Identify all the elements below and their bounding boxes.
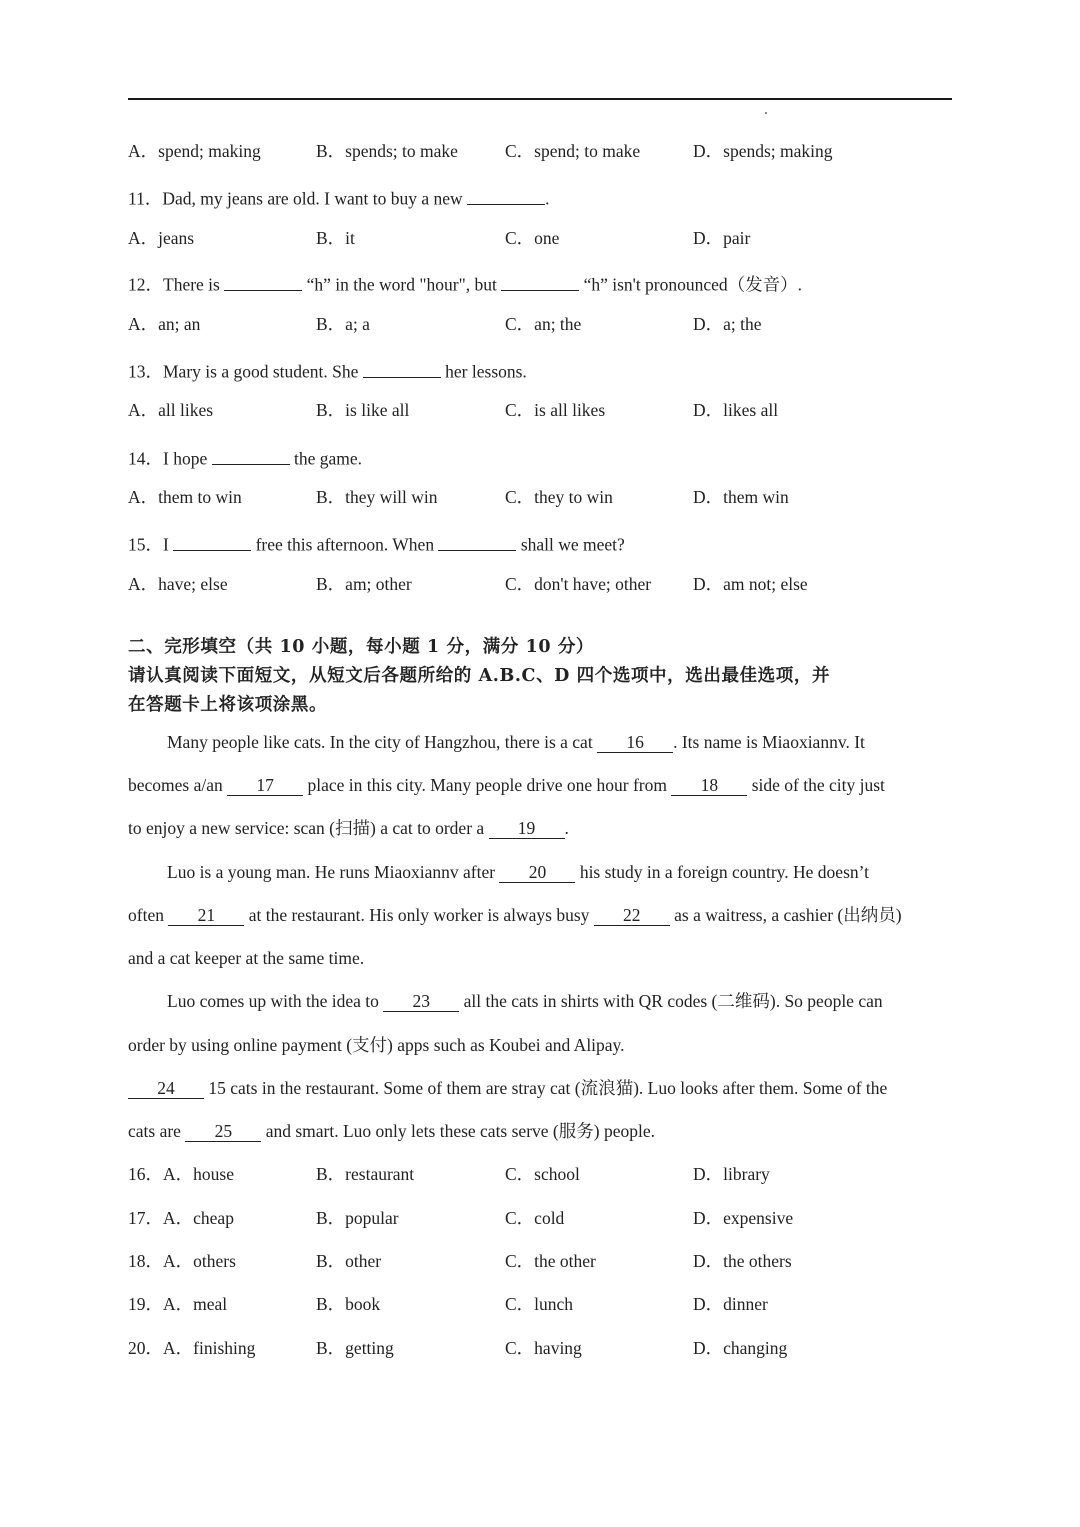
answer-blank (224, 272, 302, 291)
option-b: B．spends; to make (316, 141, 458, 161)
passage-line (128, 1080, 887, 1099)
option-c: C．don't have; other (505, 574, 652, 594)
passage-text: 15 cats in the restaurant. Some of them are stray cat (流浪猫). Luo looks after them. Some of the (204, 1078, 888, 1098)
option-d: D．a; the (693, 314, 762, 334)
option-a: 17．A．cheap (128, 1208, 234, 1228)
passage-text: Luo comes up with the idea to (167, 991, 384, 1011)
passage-line (167, 734, 865, 753)
question-11 (128, 186, 549, 208)
cloze-blank-23: 23 (383, 993, 459, 1012)
passage-text: his study in a foreign country. He doesn’t (575, 862, 869, 882)
passage-text: . (564, 818, 569, 838)
option-a: A．jeans (128, 228, 195, 248)
option-a: 20．A．finishing (128, 1338, 256, 1358)
option-c: C．having (505, 1338, 582, 1358)
option-b: B．is like all (316, 400, 410, 420)
cloze-blank-22: 22 (594, 907, 670, 926)
passage-text: to enjoy a new service: scan (扫描) a cat to order a (128, 818, 489, 838)
option-d: D．spends; making (693, 141, 833, 161)
option-b: B．it (316, 228, 355, 248)
answer-blank (173, 532, 251, 551)
answer-blank (501, 272, 579, 291)
cloze-blank-17: 17 (227, 777, 303, 796)
option-c: C．lunch (505, 1294, 574, 1314)
question-text: free this afternoon. When (251, 534, 439, 555)
option-b: B．book (316, 1294, 381, 1314)
option-a: A．all likes (128, 400, 214, 420)
question-text: 13．Mary is a good student. She (128, 361, 363, 382)
option-c: C．school (505, 1164, 580, 1184)
answer-blank (212, 446, 290, 465)
cloze-blank-25: 25 (185, 1123, 261, 1142)
option-c: C．they to win (505, 487, 613, 507)
passage-line (128, 907, 902, 926)
cloze-blank-20: 20 (499, 864, 575, 883)
option-d: D．changing (693, 1338, 788, 1358)
question-text: “h” isn't pronounced（发音）. (579, 274, 803, 295)
question-13 (128, 359, 527, 381)
question-text: 12．There is (128, 274, 225, 295)
cloze-blank-16: 16 (597, 734, 673, 753)
option-c: C．is all likes (505, 400, 606, 420)
option-c: C．cold (505, 1208, 565, 1228)
option-a: A．an; an (128, 314, 201, 334)
passage-text: at the restaurant. His only worker is always busy (244, 905, 594, 925)
option-c: C．spend; to make (505, 141, 641, 161)
option-d: D．them win (693, 487, 789, 507)
section-instruction: 请认真阅读下面短文，从短文后各题所给的 A.B.C、D 四个选项中，选出最佳选项，并 (128, 666, 831, 686)
option-d: D．library (693, 1164, 770, 1184)
question-text: 14．I hope (128, 448, 212, 469)
passage-text: place in this city. Many people drive one hour from (303, 775, 672, 795)
section-instruction: 在答题卡上将该项涂黑。 (128, 695, 328, 715)
option-c: C．an; the (505, 314, 582, 334)
option-b: B．am; other (316, 574, 412, 594)
cloze-blank-18: 18 (671, 777, 747, 796)
question-text: . (545, 188, 550, 209)
header-rule (128, 98, 952, 100)
question-text: shall we meet? (516, 534, 625, 555)
speck (765, 112, 767, 114)
question-text: the game. (289, 448, 363, 469)
option-b: B．they will win (316, 487, 438, 507)
question-15 (128, 532, 625, 554)
passage-line: order by using online payment (支付) apps such as Koubei and Alipay. (128, 1035, 625, 1055)
option-c: C．one (505, 228, 560, 248)
answer-blank (467, 186, 545, 205)
option-c: C．the other (505, 1251, 596, 1271)
cloze-blank-24: 24 (128, 1080, 204, 1099)
passage-line (167, 864, 869, 883)
cloze-blank-19: 19 (489, 820, 565, 839)
passage-text: Many people like cats. In the city of Hangzhou, there is a cat (167, 732, 598, 752)
question-12 (128, 272, 802, 294)
option-b: B．other (316, 1251, 382, 1271)
question-text: 15．I (128, 534, 174, 555)
option-b: B．getting (316, 1338, 394, 1358)
passage-text: all the cats in shirts with QR codes (二维码). So people can (459, 991, 883, 1011)
passage-text: side of the city just (747, 775, 885, 795)
question-text: “h” in the word "hour", but (302, 274, 502, 295)
option-b: B．a; a (316, 314, 370, 334)
option-a: 19．A．meal (128, 1294, 228, 1314)
cloze-blank-21: 21 (168, 907, 244, 926)
question-text: her lessons. (440, 361, 527, 382)
passage-text: becomes a/an (128, 775, 228, 795)
passage-line: and a cat keeper at the same time. (128, 948, 365, 968)
option-a: A．spend; making (128, 141, 261, 161)
option-d: D．likes all (693, 400, 779, 420)
question-14 (128, 446, 362, 468)
passage-text: often (128, 905, 169, 925)
answer-blank (438, 532, 516, 551)
option-a: 18．A．others (128, 1251, 236, 1271)
passage-line (128, 820, 569, 839)
option-d: D．pair (693, 228, 751, 248)
option-b: B．popular (316, 1208, 399, 1228)
option-a: 16．A．house (128, 1164, 234, 1184)
passage-line (128, 1123, 655, 1142)
passage-text: cats are (128, 1121, 186, 1141)
question-text: 11．Dad, my jeans are old. I want to buy a new (128, 188, 468, 209)
option-d: D．expensive (693, 1208, 794, 1228)
option-d: D．dinner (693, 1294, 768, 1314)
passage-text: as a waitress, a cashier (出纳员) (669, 905, 902, 925)
option-d: D．the others (693, 1251, 792, 1271)
option-d: D．am not; else (693, 574, 808, 594)
answer-blank (363, 359, 441, 378)
option-a: A．them to win (128, 487, 242, 507)
option-a: A．have; else (128, 574, 228, 594)
passage-line (167, 993, 883, 1012)
passage-text: . Its name is Miaoxiannv. It (673, 732, 865, 752)
option-b: B．restaurant (316, 1164, 415, 1184)
passage-text: Luo is a young man. He runs Miaoxiannv after (167, 862, 500, 882)
passage-line (128, 777, 885, 796)
section-heading: 二、完形填空（共 10 小题，每小题 1 分，满分 10 分） (128, 637, 595, 657)
passage-text: and smart. Luo only lets these cats serve (服务) people. (261, 1121, 655, 1141)
